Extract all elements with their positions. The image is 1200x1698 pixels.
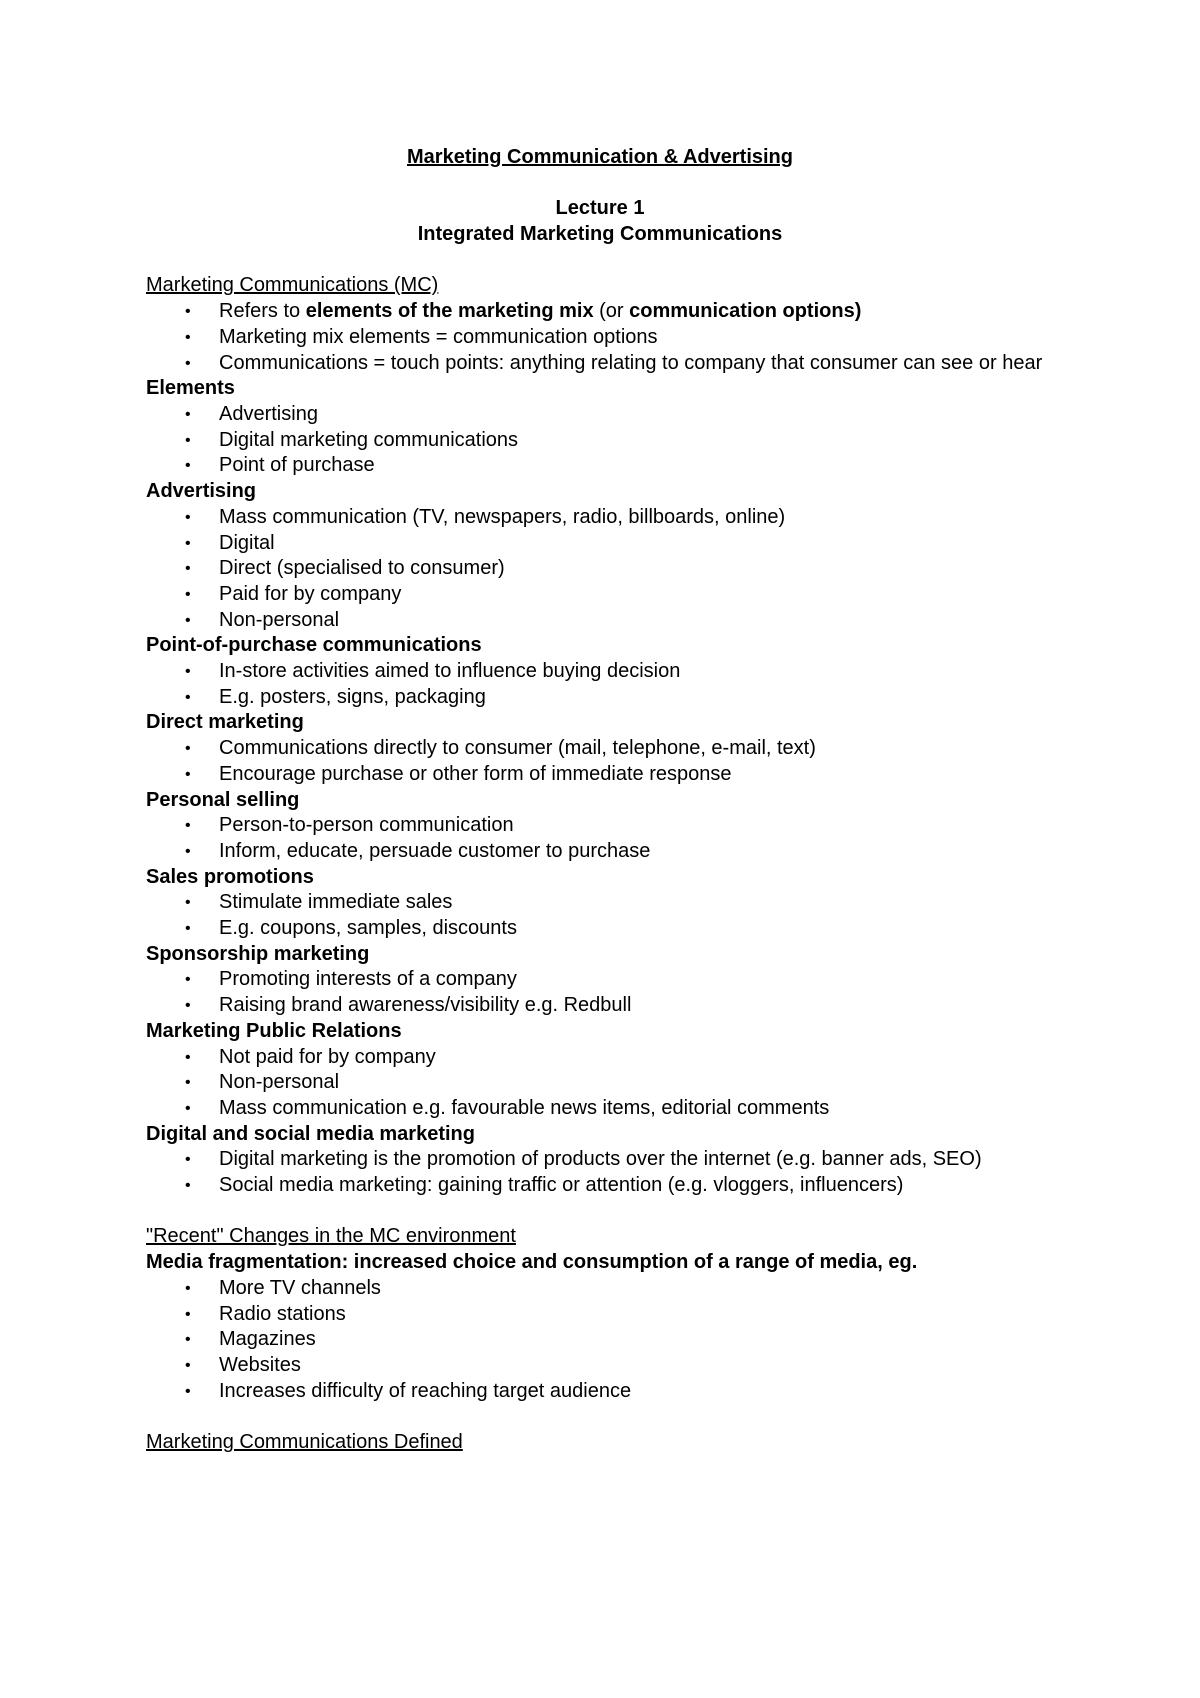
group-heading: Sponsorship marketing [146,942,370,965]
list-text: Point of purchase [219,454,375,477]
group-bullet-list [146,890,1076,941]
bullet-icon: • [185,303,191,321]
list-item [146,1379,1076,1405]
bullet-icon: • [185,663,191,681]
list-text: Digital marketing is the promotion of products over the internet (e.g. banner ads, SEO) [219,1148,982,1171]
media-fragmentation-line: Media fragmentation: increased choice and consumption of a range of media, eg. [146,1251,918,1274]
document-body [146,145,1076,1456]
list-text: Refers to [219,300,306,323]
list-item [146,453,1076,479]
section-heading-defined: Marketing Communications Defined [146,1431,463,1454]
bullet-icon: • [185,842,191,860]
lecture-subtitle: Integrated Marketing Communications [417,223,783,246]
list-text: Increases difficulty of reaching target audience [219,1379,632,1402]
mc-bullet-list [146,299,1076,376]
group-bullet-list [146,967,1076,1018]
list-item [146,813,1076,839]
list-text: Radio stations [219,1302,346,1325]
list-item [146,839,1076,865]
bullet-icon: • [185,1151,191,1169]
group-heading: Direct marketing [146,711,304,734]
list-item [146,967,1076,993]
changes-bullet-list [146,1276,1076,1405]
document-title: Marketing Communication & Advertising [407,146,793,168]
section-heading-changes: "Recent" Changes in the MC environment [146,1225,516,1248]
bullet-icon: • [185,1279,191,1297]
group-bullet-list [146,659,1076,710]
list-text-bold: elements of the marketing mix [305,300,594,323]
list-text: Encourage purchase or other form of immediate response [219,762,732,785]
list-text: Mass communication (TV, newspapers, radio, billboards, online) [219,505,786,528]
list-text: Promoting interests of a company [219,968,517,991]
list-item [146,608,1076,634]
bullet-icon: • [185,1177,191,1195]
list-item [146,351,1076,377]
group-heading: Elements [146,377,235,400]
list-text: Communications directly to consumer (mail, telephone, e-mail, text) [219,737,816,760]
spacer [146,1199,1076,1225]
list-item [146,916,1076,942]
list-text: In-store activities aimed to influence buying decision [219,660,681,683]
group-bullet-list [146,813,1076,864]
bullet-icon: • [185,688,191,706]
list-item [146,993,1076,1019]
list-text: Websites [219,1354,301,1376]
bullet-icon: • [185,406,191,423]
list-text: Marketing mix elements = communication options [219,325,658,348]
list-item [146,505,1076,531]
spacer [146,1404,1076,1430]
bullet-icon: • [185,1048,191,1066]
list-item [146,685,1076,711]
group-heading: Personal selling [146,788,300,811]
bullet-icon: • [185,457,191,475]
list-text: More TV channels [219,1276,381,1299]
list-item [146,556,1076,582]
group-heading: Advertising [146,480,257,503]
list-text: Inform, educate, persuade customer to purchase [219,839,651,862]
bullet-icon: • [185,328,191,346]
list-text: Digital [219,531,275,554]
list-text: Raising brand awareness/visibility e.g. Redbull [219,994,632,1017]
bullet-icon: • [185,1357,191,1374]
list-item [146,1147,1076,1173]
section-heading-mc: Marketing Communications (MC) [146,274,439,297]
bullet-icon: • [185,817,191,835]
bullet-icon: • [185,611,191,629]
list-item [146,531,1076,557]
list-text: Not paid for by company [219,1045,436,1068]
bullet-icon: • [185,1382,191,1400]
bullet-icon: • [185,1305,191,1323]
bullet-icon: • [185,740,191,758]
bullet-icon: • [185,534,191,552]
group-bullet-list [146,736,1076,787]
list-item [146,659,1076,685]
group-bullet-list [146,1045,1076,1122]
list-text: Stimulate immediate sales [219,891,453,914]
bullet-icon: • [185,508,191,526]
list-text: (or [593,300,630,323]
list-text: Non-personal [219,1071,340,1094]
list-text: E.g. posters, signs, packaging [219,685,486,708]
list-text: Direct (specialised to consumer) [219,557,505,580]
list-item [146,1353,1076,1379]
group-heading: Digital and social media marketing [146,1122,475,1145]
element-groups [146,376,1076,1199]
bullet-icon: • [185,1331,191,1349]
list-item [146,428,1076,454]
list-item [146,299,1076,325]
spacer [146,248,1076,274]
group-bullet-list [146,505,1076,634]
list-item [146,1045,1076,1071]
list-item [146,736,1076,762]
list-item [146,582,1076,608]
list-text: E.g. coupons, samples, discounts [219,917,517,940]
group-heading: Sales promotions [146,865,314,888]
list-text: Person-to-person communication [219,814,514,837]
list-text: Mass communication e.g. favourable news items, editorial comments [219,1096,830,1119]
bullet-icon: • [185,894,191,912]
group-bullet-list [146,402,1076,479]
list-item [146,402,1076,428]
bullet-icon: • [185,354,191,372]
group-heading: Marketing Public Relations [146,1019,402,1042]
bullet-icon: • [185,560,191,578]
list-text: Social media marketing: gaining traffic or attention (e.g. vloggers, influencers) [219,1174,904,1197]
bullet-icon: • [185,431,191,449]
bullet-icon: • [185,1099,191,1117]
lecture-number: Lecture 1 [555,197,645,220]
bullet-icon: • [185,765,191,783]
list-item [146,890,1076,916]
list-item [146,1070,1076,1096]
list-item [146,1096,1076,1122]
list-text-bold: communication options) [629,300,862,323]
bullet-icon: • [185,920,191,938]
list-text: Magazines [219,1328,316,1351]
list-item [146,325,1076,351]
list-text: Paid for by company [219,582,402,605]
list-item [146,1327,1076,1353]
list-text: Communications = touch points: anything relating to company that consumer can see or hear [219,351,1043,374]
list-item [146,1173,1076,1199]
bullet-icon: • [185,997,191,1015]
spacer [146,171,1076,197]
list-item [146,762,1076,788]
list-item [146,1276,1076,1302]
list-text: Digital marketing communications [219,428,519,451]
group-bullet-list [146,1147,1076,1198]
list-text: Advertising [219,403,318,425]
group-heading: Point-of-purchase communications [146,634,482,657]
list-text: Non-personal [219,608,340,631]
bullet-icon: • [185,1074,191,1092]
bullet-icon: • [185,585,191,603]
list-item [146,1302,1076,1328]
bullet-icon: • [185,971,191,989]
